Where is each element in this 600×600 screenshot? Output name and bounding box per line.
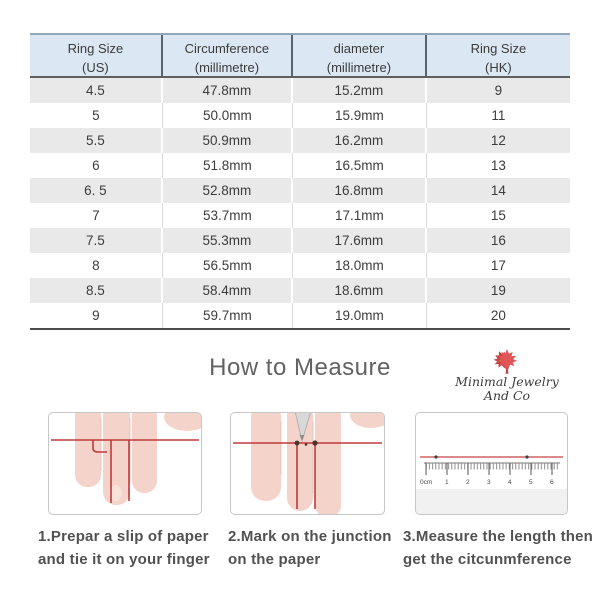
table-cell: 5	[30, 103, 163, 128]
table-row	[30, 178, 570, 203]
table-cell: 16	[427, 228, 570, 253]
table-row	[30, 103, 570, 128]
table-row	[30, 128, 570, 153]
table-cell: 19.0mm	[293, 303, 427, 328]
column-header-unit: (HK)	[485, 59, 512, 75]
column-header-ring-size-us	[30, 35, 163, 76]
ring-size-table	[30, 33, 570, 330]
table-cell: 4.5	[30, 78, 163, 103]
ruler-label: 4	[508, 479, 512, 486]
table-cell: 11	[427, 103, 570, 128]
column-header-unit: (millimetre)	[194, 59, 260, 75]
table-cell: 16.5mm	[293, 153, 427, 178]
column-header-circumference	[163, 35, 293, 76]
table-cell: 59.7mm	[163, 303, 293, 328]
table-cell: 50.9mm	[163, 128, 293, 153]
table-cell: 19	[427, 278, 570, 303]
column-header-unit: (US)	[82, 59, 109, 75]
step3-caption: 3.Measure the length then get the citcunmference	[403, 528, 594, 568]
table-cell: 15	[427, 203, 570, 228]
table-cell: 17.1mm	[293, 203, 427, 228]
ruler-label: 1	[445, 479, 449, 486]
column-header-label: diameter	[333, 41, 385, 56]
column-header-ring-size-hk	[427, 35, 570, 76]
section-title: How to Measure	[209, 354, 391, 381]
table-row	[30, 203, 570, 228]
table-cell: 6. 5	[30, 178, 163, 203]
table-cell: 16.8mm	[293, 178, 427, 203]
table-cell: 55.3mm	[163, 228, 293, 253]
table-cell: 15.2mm	[293, 78, 427, 103]
table-row	[30, 253, 570, 278]
step3-illustration	[415, 412, 568, 515]
hand-with-string-illustration	[49, 413, 201, 514]
table-cell: 58.4mm	[163, 278, 293, 303]
table-cell: 14	[427, 178, 570, 203]
table-cell: 50.0mm	[163, 103, 293, 128]
ruler-label: 2	[466, 479, 470, 486]
table-cell: 53.7mm	[163, 203, 293, 228]
table-cell: 6	[30, 153, 163, 178]
table-row	[30, 153, 570, 178]
table-cell: 17.6mm	[293, 228, 427, 253]
table-cell: 8.5	[30, 278, 163, 303]
table-cell: 16.2mm	[293, 128, 427, 153]
table-cell: 9	[30, 303, 163, 328]
table-cell: 12	[427, 128, 570, 153]
column-header-unit: (millimetre)	[326, 59, 392, 75]
column-header-diameter	[293, 35, 427, 76]
column-header-label: Ring Size	[470, 41, 527, 56]
step1-caption: 1.Prepar a slip of paper and tie it on your finger	[38, 528, 210, 568]
step1-illustration	[48, 412, 202, 515]
ruler-label: 0cm	[420, 479, 433, 486]
maple-leaf-icon	[492, 348, 522, 374]
table-cell: 15.9mm	[293, 103, 427, 128]
table-cell: 52.8mm	[163, 178, 293, 203]
table-cell: 20	[427, 303, 570, 328]
table-cell: 8	[30, 253, 163, 278]
step2-illustration	[230, 412, 385, 515]
ruler-illustration	[416, 413, 567, 514]
step2-caption: 2.Mark on the junction on the paper	[228, 528, 392, 568]
table-cell: 13	[427, 153, 570, 178]
ruler-label: 3	[487, 479, 491, 486]
table-cell: 51.8mm	[163, 153, 293, 178]
hand-marking-illustration	[231, 413, 384, 514]
table-body	[30, 78, 570, 330]
table-cell: 5.5	[30, 128, 163, 153]
table-row	[30, 303, 570, 328]
table-row	[30, 228, 570, 253]
table-cell: 56.5mm	[163, 253, 293, 278]
brand-logo	[432, 348, 582, 404]
ruler-label: 5	[529, 479, 533, 486]
table-cell: 18.6mm	[293, 278, 427, 303]
ruler-label: 6	[550, 479, 554, 486]
table-cell: 7.5	[30, 228, 163, 253]
table-row	[30, 78, 570, 103]
brand-name-line1: Minimal Jewelry	[455, 374, 559, 389]
table-cell: 9	[427, 78, 570, 103]
brand-name-line2: And Co	[483, 388, 531, 404]
table-cell: 17	[427, 253, 570, 278]
table-cell: 47.8mm	[163, 78, 293, 103]
table-cell: 18.0mm	[293, 253, 427, 278]
table-row	[30, 278, 570, 303]
table-header-row	[30, 33, 570, 78]
table-cell: 7	[30, 203, 163, 228]
column-header-label: Ring Size	[67, 41, 124, 56]
column-header-label: Circumference	[184, 41, 270, 56]
